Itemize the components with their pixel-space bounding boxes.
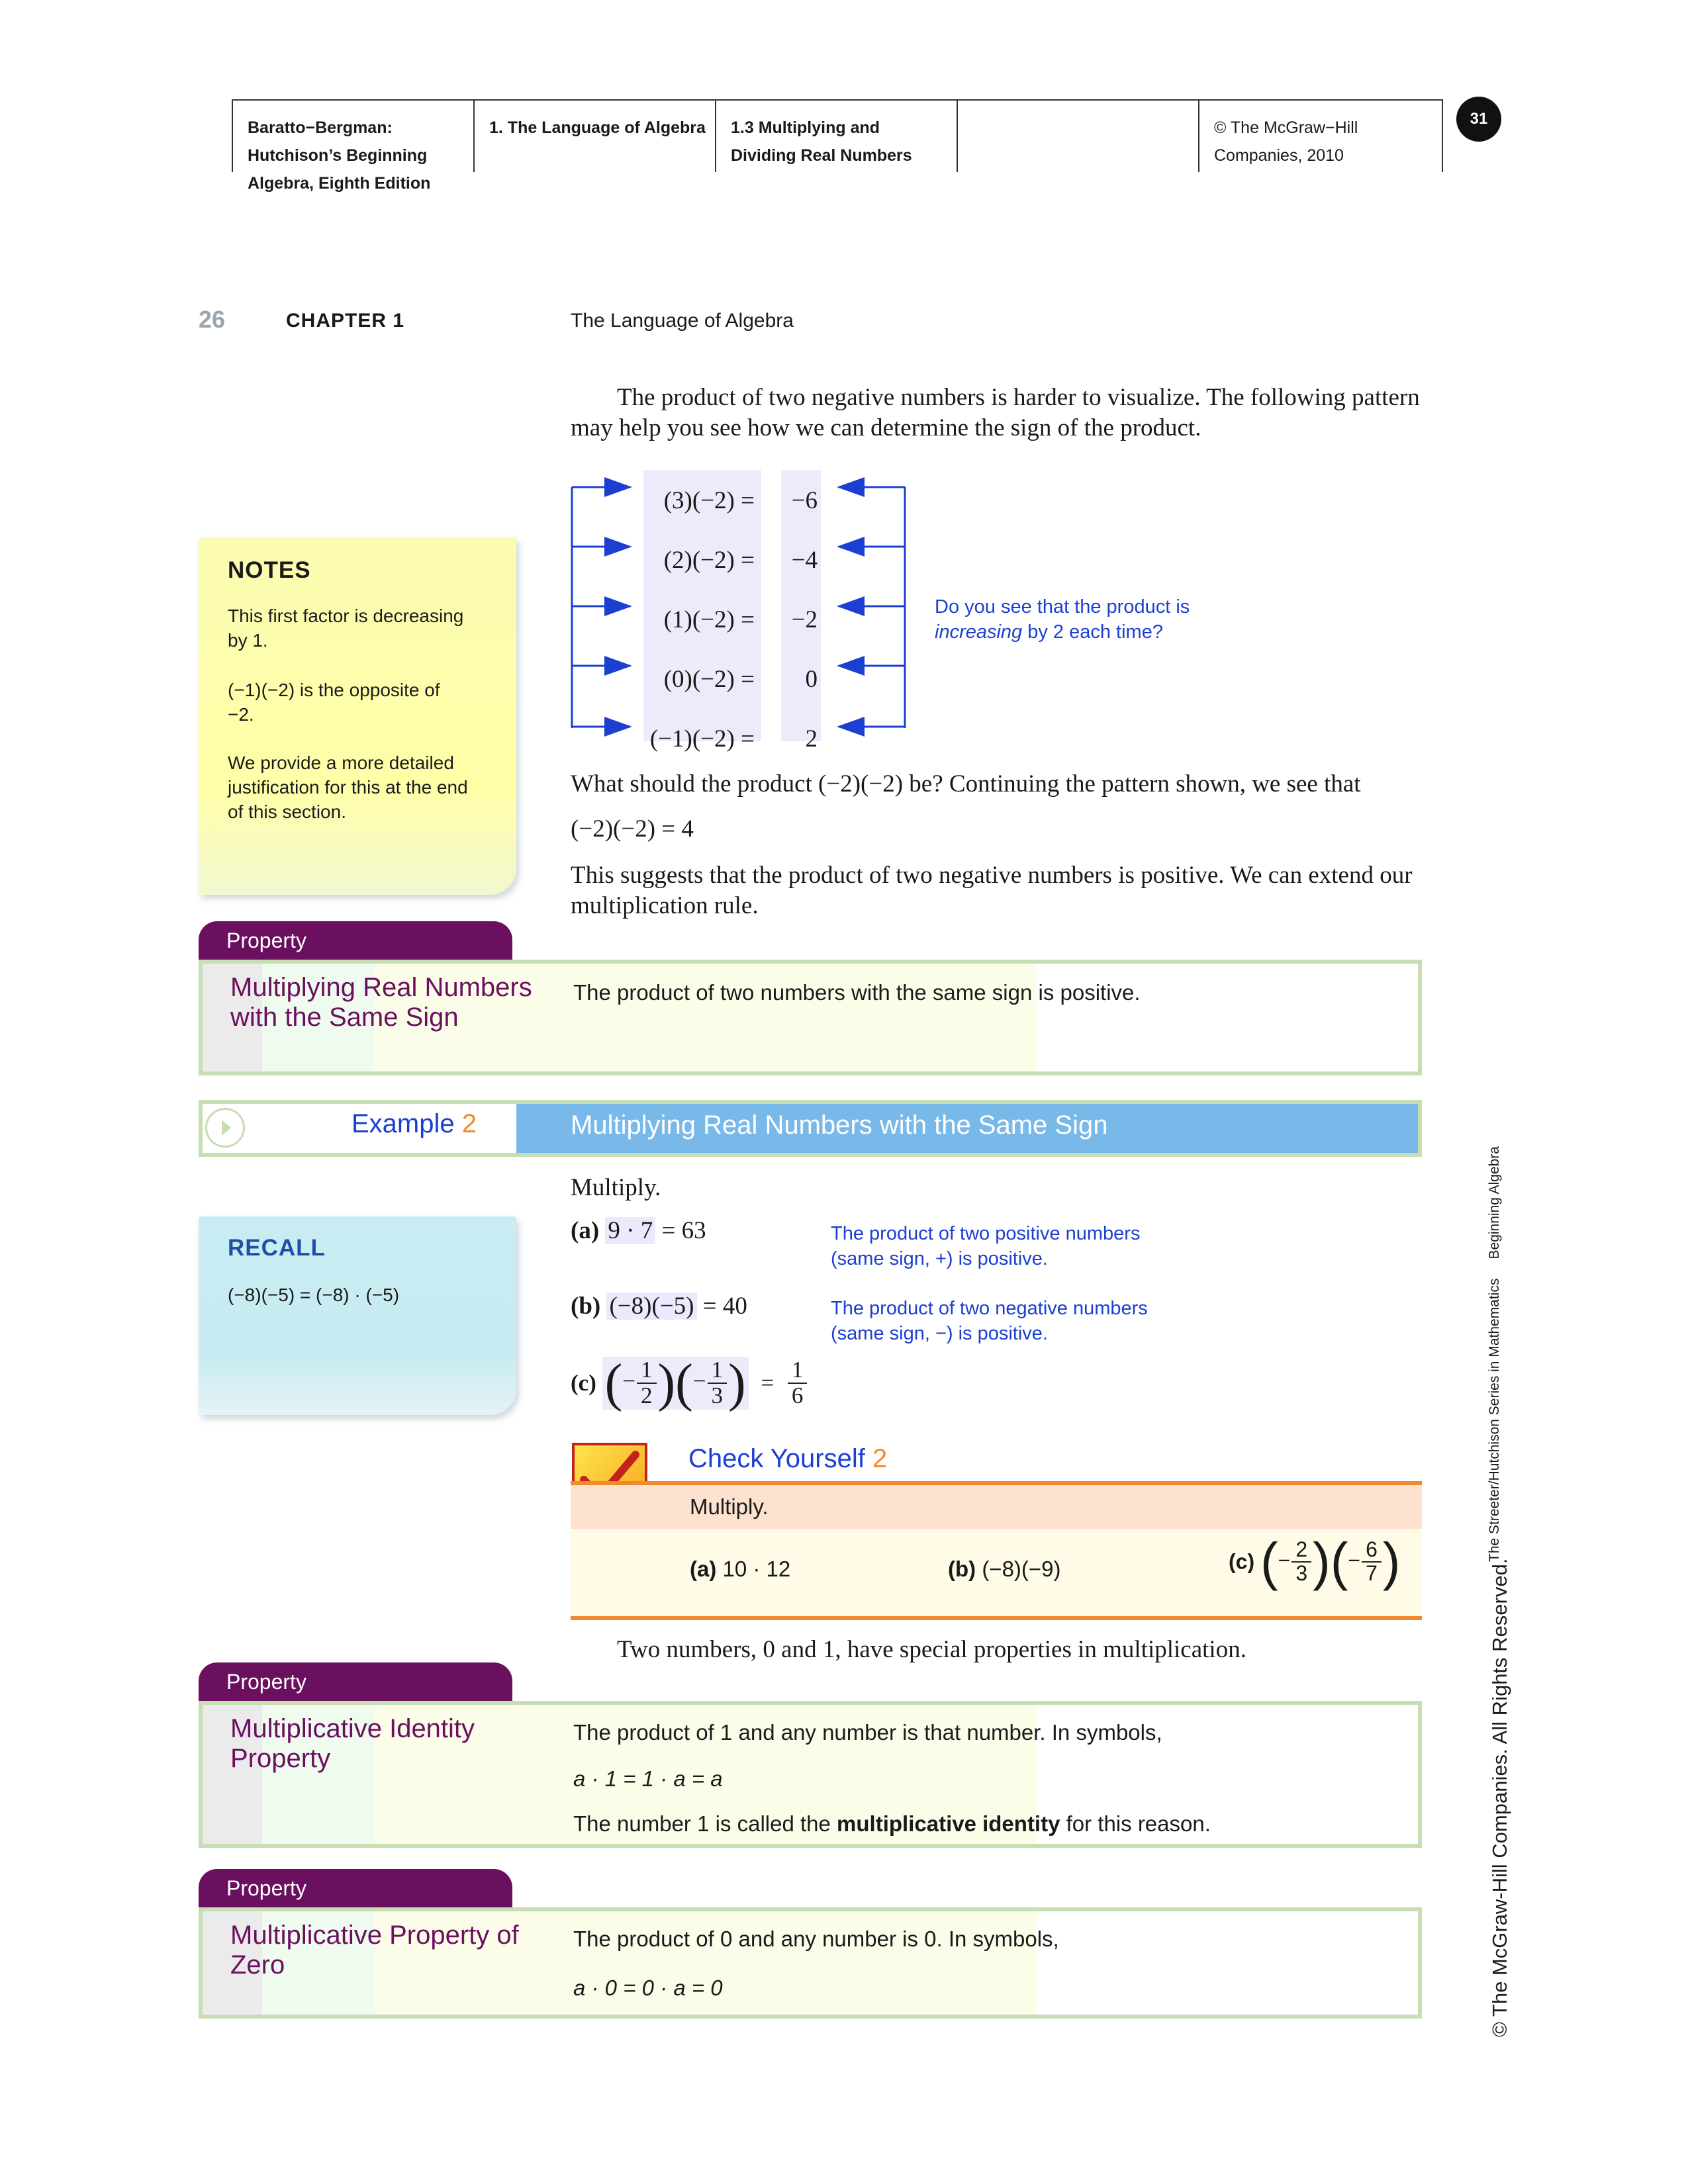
example-a-label: (a) bbox=[571, 1217, 600, 1244]
property-identity-box bbox=[199, 1701, 1422, 1848]
paren-close: ) bbox=[1313, 1532, 1331, 1591]
pattern-note bbox=[935, 594, 1279, 645]
example-b-note1: The product of two negative numbers bbox=[831, 1298, 1148, 1319]
example-c-expr: (− $\frac{1}{2}$ )(− $\frac{1}{3}$ ) bbox=[602, 1357, 749, 1410]
property-tab: Property bbox=[199, 1869, 512, 1907]
check-b-expr: (−8)(−9) bbox=[982, 1557, 1061, 1581]
check-a bbox=[690, 1557, 790, 1582]
check-a-label: (a) bbox=[690, 1557, 717, 1581]
chapter-title: The Language of Algebra bbox=[571, 310, 794, 332]
example-c-label: (c) bbox=[571, 1370, 596, 1396]
paren-open: ( bbox=[1330, 1532, 1348, 1591]
property-line3-pre: The number 1 is called the bbox=[573, 1811, 837, 1836]
page-badge: 31 bbox=[1456, 97, 1501, 142]
check-number: 2 bbox=[872, 1444, 888, 1473]
paren-close: ) bbox=[657, 1354, 676, 1412]
pattern-row bbox=[629, 471, 827, 531]
example-a-note1: The product of two positive numbers bbox=[831, 1223, 1141, 1244]
property-symbols: a · 0 = 0 · a = 0 bbox=[573, 1976, 723, 2000]
continuation-suggestion: This suggests that the product of two negative numbers is positive. We can extend our multiplication rule. bbox=[571, 862, 1413, 919]
frac-num: 2 bbox=[1291, 1539, 1311, 1563]
pattern-note-rest: by 2 each time? bbox=[1022, 621, 1163, 643]
property-text: The product of two numbers with the same sign is positive. bbox=[573, 980, 1141, 1005]
frac-den: 6 bbox=[791, 1383, 804, 1408]
fraction bbox=[1362, 1539, 1382, 1584]
frac-num: 6 bbox=[1362, 1539, 1382, 1563]
pattern-note-line1: Do you see that the product is bbox=[935, 596, 1190, 617]
notes-heading: NOTES bbox=[228, 557, 311, 583]
continuation-question: What should the product (−2)(−2) be? Continuing the pattern shown, we see that bbox=[571, 770, 1361, 797]
pattern-row bbox=[629, 590, 827, 650]
property-same-sign-box bbox=[199, 960, 1422, 1075]
example-a-note bbox=[831, 1221, 1140, 1271]
recall-heading: RECALL bbox=[228, 1235, 326, 1261]
pattern-lhs: (−1)(−2) = bbox=[649, 725, 755, 752]
example-b bbox=[571, 1292, 747, 1320]
recall-panel bbox=[199, 1216, 516, 1415]
page-number: 26 bbox=[199, 306, 226, 333]
example-label: Example bbox=[352, 1109, 455, 1138]
property-tab: Property bbox=[199, 921, 512, 960]
frac-num: 1 bbox=[788, 1358, 808, 1384]
play-icon bbox=[205, 1108, 245, 1148]
example-b-label: (b) bbox=[571, 1293, 601, 1320]
paren-open: ( bbox=[675, 1354, 693, 1412]
frac-den: 3 bbox=[1295, 1561, 1308, 1585]
pattern-lhs: (3)(−2) = bbox=[663, 487, 755, 514]
example-b-note bbox=[831, 1296, 1148, 1346]
pattern-rhs: −6 bbox=[791, 487, 818, 514]
property-tab: Property bbox=[199, 1662, 512, 1701]
example-instruction: Multiply. bbox=[571, 1174, 661, 1201]
notes-p3: We provide a more detailed justification for this at the end of this section. bbox=[228, 752, 468, 822]
example-c-eq: = bbox=[761, 1370, 774, 1396]
header-chapter: 1. The Language of Algebra bbox=[473, 99, 715, 172]
pattern-rhs: −2 bbox=[791, 606, 818, 633]
frac-num: 1 bbox=[708, 1358, 727, 1384]
frac-den: 7 bbox=[1366, 1561, 1378, 1585]
example-a-expr: 9 · 7 bbox=[605, 1217, 655, 1244]
special-intro: Two numbers, 0 and 1, have special properties in multiplication. bbox=[617, 1636, 1246, 1663]
fraction bbox=[708, 1358, 727, 1408]
example-a-note2: (same sign, +) is positive. bbox=[831, 1248, 1048, 1269]
pattern-row bbox=[629, 531, 827, 590]
example-a-result: = 63 bbox=[661, 1217, 706, 1244]
check-a-expr: 10 · 12 bbox=[722, 1557, 791, 1581]
example-b-result: = 40 bbox=[702, 1293, 747, 1320]
check-instruction: Multiply. bbox=[690, 1494, 769, 1519]
margin-rights: © The McGraw-Hill Companies. All Rights Reserved. bbox=[1488, 1558, 1511, 2037]
paren-close: ) bbox=[1382, 1532, 1401, 1591]
fraction bbox=[1291, 1539, 1311, 1584]
example-title-bar bbox=[516, 1104, 1418, 1153]
paren-close: ) bbox=[728, 1354, 746, 1412]
frac-num: 1 bbox=[637, 1358, 657, 1384]
notes-p2: (−1)(−2) is the opposite of −2. bbox=[228, 680, 440, 725]
recall-text: (−8)(−5) = (−8) · (−5) bbox=[228, 1285, 400, 1305]
property-line3 bbox=[573, 1811, 1211, 1837]
notes-p1: This first factor is decreasing by 1. bbox=[228, 606, 464, 651]
example-bar bbox=[199, 1100, 1422, 1157]
example-a bbox=[571, 1216, 706, 1245]
pattern-row bbox=[629, 650, 827, 709]
pattern-row bbox=[629, 709, 827, 769]
pattern-rhs: −4 bbox=[791, 547, 818, 574]
property-line1: The product of 1 and any number is that number. In symbols, bbox=[573, 1720, 1162, 1745]
continuation-result: (−2)(−2) = 4 bbox=[571, 815, 694, 842]
check-title-wrap bbox=[688, 1444, 887, 1474]
frac-den: 2 bbox=[641, 1383, 653, 1408]
header-blank bbox=[957, 99, 1198, 172]
check-c: (c) (− $\frac{2}{3}$ )(− $\frac{6}{7}$ ) bbox=[1229, 1532, 1401, 1591]
chapter-label: CHAPTER 1 bbox=[286, 310, 405, 332]
example-b-expr: (−8)(−5) bbox=[606, 1293, 696, 1320]
fraction bbox=[788, 1358, 808, 1408]
pattern-lhs: (1)(−2) = bbox=[663, 606, 755, 633]
pattern-rhs: 2 bbox=[805, 725, 818, 752]
example-title: Multiplying Real Numbers with the Same Sign bbox=[571, 1111, 1108, 1140]
check-title: Check Yourself bbox=[688, 1444, 865, 1473]
check-c-label: (c) bbox=[1229, 1549, 1255, 1574]
notes-panel bbox=[199, 537, 516, 895]
property-title: Multiplying Real Numbers with the Same Sign bbox=[230, 973, 532, 1032]
check-b-label: (b) bbox=[948, 1557, 976, 1581]
property-line1: The product of 0 and any number is 0. In symbols, bbox=[573, 1927, 1059, 1951]
header-copyright: © The McGraw−Hill Companies, 2010 bbox=[1198, 99, 1443, 172]
fraction bbox=[637, 1358, 657, 1408]
example-number: 2 bbox=[461, 1109, 477, 1138]
property-title: Multiplicative Property of Zero bbox=[230, 1921, 519, 1979]
margin-series: The Streeter/Hutchison Series in Mathematics Beginning Algebra bbox=[1487, 1146, 1502, 1562]
paren-open: ( bbox=[1260, 1532, 1278, 1591]
header-authors: Baratto−Bergman: Hutchison’s Beginning Algebra, Eighth Edition bbox=[232, 99, 473, 172]
example-b-note2: (same sign, −) is positive. bbox=[831, 1323, 1048, 1344]
example-label-wrap bbox=[352, 1109, 477, 1139]
frac-den: 3 bbox=[711, 1383, 724, 1408]
pattern-table bbox=[629, 471, 827, 769]
intro-paragraph: The product of two negative numbers is harder to visualize. The following pattern may help you see how we can determine the sign of the product. bbox=[571, 384, 1420, 441]
pattern-arrows-right bbox=[831, 463, 910, 741]
property-title: Multiplicative Identity Property bbox=[230, 1714, 475, 1773]
header-section: 1.3 Multiplying and Dividing Real Numbers bbox=[715, 99, 957, 172]
pattern-lhs: (0)(−2) = bbox=[663, 666, 755, 693]
pattern-rhs: 0 bbox=[805, 666, 818, 693]
property-symbols: a · 1 = 1 · a = a bbox=[573, 1766, 723, 1791]
pattern-lhs: (2)(−2) = bbox=[663, 547, 755, 574]
check-rule-bottom bbox=[571, 1616, 1422, 1620]
paren-open: ( bbox=[604, 1354, 623, 1412]
property-line3-bold: multiplicative identity bbox=[837, 1811, 1060, 1836]
example-c bbox=[571, 1354, 808, 1412]
property-line3-post: for this reason. bbox=[1060, 1811, 1211, 1836]
check-b bbox=[948, 1557, 1061, 1582]
property-zero-box bbox=[199, 1907, 1422, 2019]
pattern-note-italic: increasing bbox=[935, 621, 1023, 643]
